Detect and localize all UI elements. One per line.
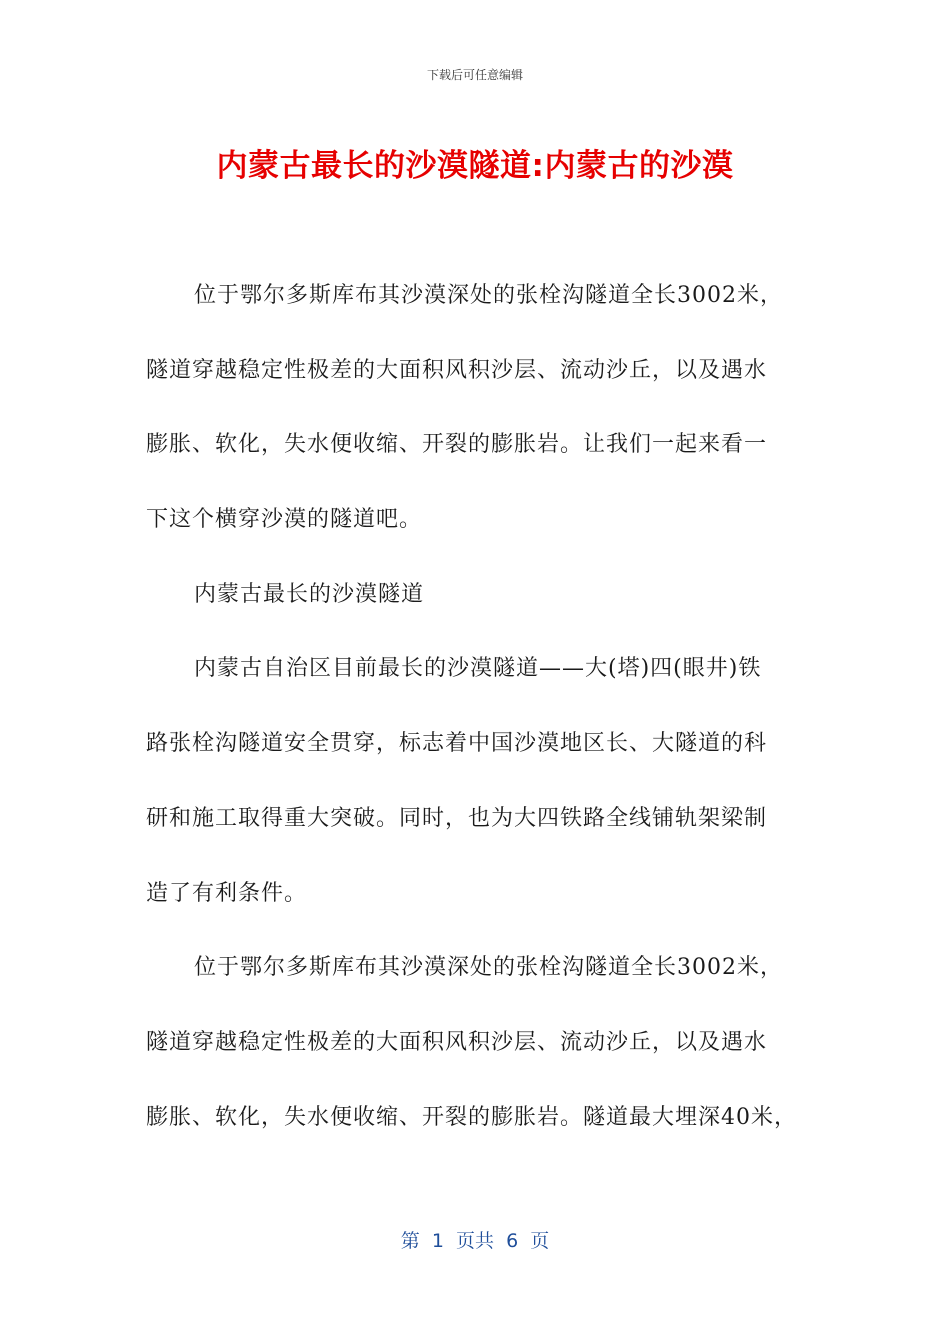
paragraph-line: 位于鄂尔多斯库布其沙漠深处的张栓沟隧道全长3002米， — [194, 283, 783, 308]
paragraph-line: 研和施工取得重大突破。同时，也为大四铁路全线铺轨架梁制 — [146, 805, 768, 831]
paragraph-line: 位于鄂尔多斯库布其沙漠深处的张栓沟隧道全长3002米， — [194, 955, 783, 981]
paragraph-line: 内蒙古自治区目前最长的沙漠隧道——大(塔)四(眼井)铁 — [194, 656, 762, 682]
paragraph-line: 隧道穿越稳定性极差的大面积风积沙层、流动沙丘，以及遇水 — [146, 357, 768, 383]
header-note: 下载后可任意编辑 — [426, 68, 523, 82]
page-number-footer: 第 1 页共 6 页 — [400, 1230, 550, 1252]
document-title: 内蒙古最长的沙漠隧道:内蒙古的沙漠 — [216, 148, 734, 184]
paragraph-line: 膨胀、软化，失水便收缩、开裂的膨胀岩。让我们一起来看一 — [146, 432, 768, 458]
paragraph-line: 隧道穿越稳定性极差的大面积风积沙层、流动沙丘，以及遇水 — [146, 1029, 768, 1055]
paragraph-line: 造了有利条件。 — [146, 880, 308, 906]
paragraph-line: 路张栓沟隧道安全贯穿，标志着中国沙漠地区长、大隧道的科 — [146, 731, 768, 757]
section-heading: 内蒙古最长的沙漠隧道 — [194, 581, 425, 607]
paragraph-line: 膨胀、软化，失水便收缩、开裂的膨胀岩。隧道最大埋深40米， — [146, 1104, 797, 1130]
document-body — [146, 276, 806, 1172]
paragraph-line: 下这个横穿沙漠的隧道吧。 — [146, 507, 423, 533]
